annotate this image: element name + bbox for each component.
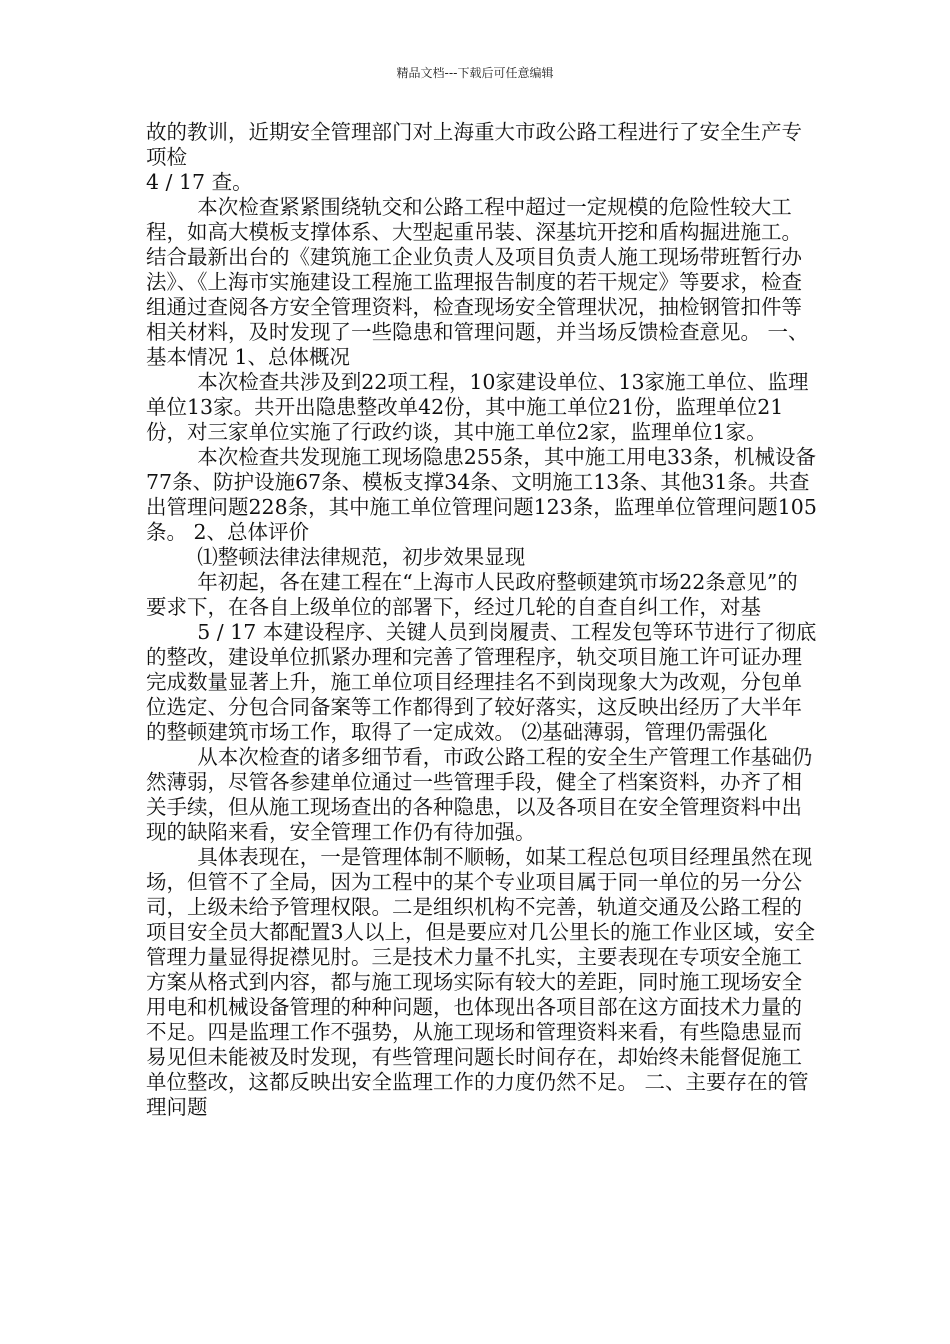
page-number-line: 4 / 17 查。	[146, 170, 253, 194]
section-heading: ⑴整顿法律法律规范，初步效果显现	[197, 545, 526, 569]
paragraph: 具体表现在，一是管理体制不顺畅，如某工程总包项目经理虽然在现场，但管不了全局，因为工程中的某个专业项目属于同一单位的另一分公司，上级未给予管理权限。二是组织机构不完善，轨道交通及公路工程的项目安全员大都配置3人以上，但是要应对几公里长的施工作业区域，安全管理力量显得捉襟见肘。三是技术力量不扎实，主要表现在专项安全施工方案从格式到内容，都与施工现场实际有较大的差距，同时施工现场安全用电和机械设备管理的种种问题，也体现出各项目部在这方面技术力量的不足。四是监理工作不强势，从施工现场和管理资料来看，有些隐患显而易见但未能被及时发现，有些管理问题长时间存在，却始终未能督促施工单位整改，这都反映出安全监理工作的力度仍然不足。 二、主要存在的管理问题	[146, 845, 816, 1119]
paragraph: 故的教训，近期安全管理部门对上海重大市政公路工程进行了安全生产专项检	[146, 120, 802, 169]
paragraph: 从本次检查的诸多细节看，市政公路工程的安全生产管理工作基础仍然薄弱，尽管各参建单位通过一些管理手段，健全了档案资料，办齐了相关手续，但从施工现场查出的各种隐患，以及各项目在安全管理资料中出现的缺陷来看，安全管理工作仍有待加强。	[146, 745, 813, 844]
paragraph: 本次检查共发现施工现场隐患255条，其中施工用电33条，机械设备77条、防护设施67条、模板支撑34条、文明施工13条、其他31条。共查出管理问题228条，其中施工单位管理问题123条，监理单位管理问题105条。 2、总体评价	[146, 445, 817, 544]
paragraph: 本次检查紧紧围绕轨交和公路工程中超过一定规模的危险性较大工程，如高大模板支撑体系、大型起重吊装、深基坑开挖和盾构掘进施工。结合最新出台的《建筑施工企业负责人及项目负责人施工现场带班暂行办法》、《上海市实施建设工程施工监理报告制度的若干规定》等要求，检查组通过查阅各方安全管理资料，检查现场安全管理状况，抽检钢管扣件等相关材料，及时发现了一些隐患和管理问题，并当场反馈检查意见。 一、基本情况 1、总体概况	[146, 195, 809, 369]
paragraph: 本次检查共涉及到22项工程，10家建设单位、13家施工单位、监理单位13家。共开出隐患整改单42份，其中施工单位21份，监理单位21份，对三家单位实施了行政约谈，其中施工单位2家，监理单位1家。	[146, 370, 809, 444]
paragraph: 5 / 17 本建设程序、关键人员到岗履责、工程发包等环节进行了彻底的整改，建设单位抓紧办理和完善了管理程序，轨交项目施工许可证办理完成数量显著上升，施工单位项目经理挂名不到岗现象大为改观，分包单位选定、分包合同备案等工作都得到了较好落实，这反映出经历了大半年的整顿建筑市场工作，取得了一定成效。 ⑵基础薄弱，管理仍需强化	[146, 620, 817, 744]
page-header: 精品文档---下载后可任意编辑	[396, 66, 554, 80]
paragraph: 年初起，各在建工程在“上海市人民政府整顿建筑市场22条意见”的要求下，在各自上级单位的部署下，经过几轮的自查自纠工作，对基	[146, 570, 798, 619]
document-body	[146, 120, 818, 1120]
